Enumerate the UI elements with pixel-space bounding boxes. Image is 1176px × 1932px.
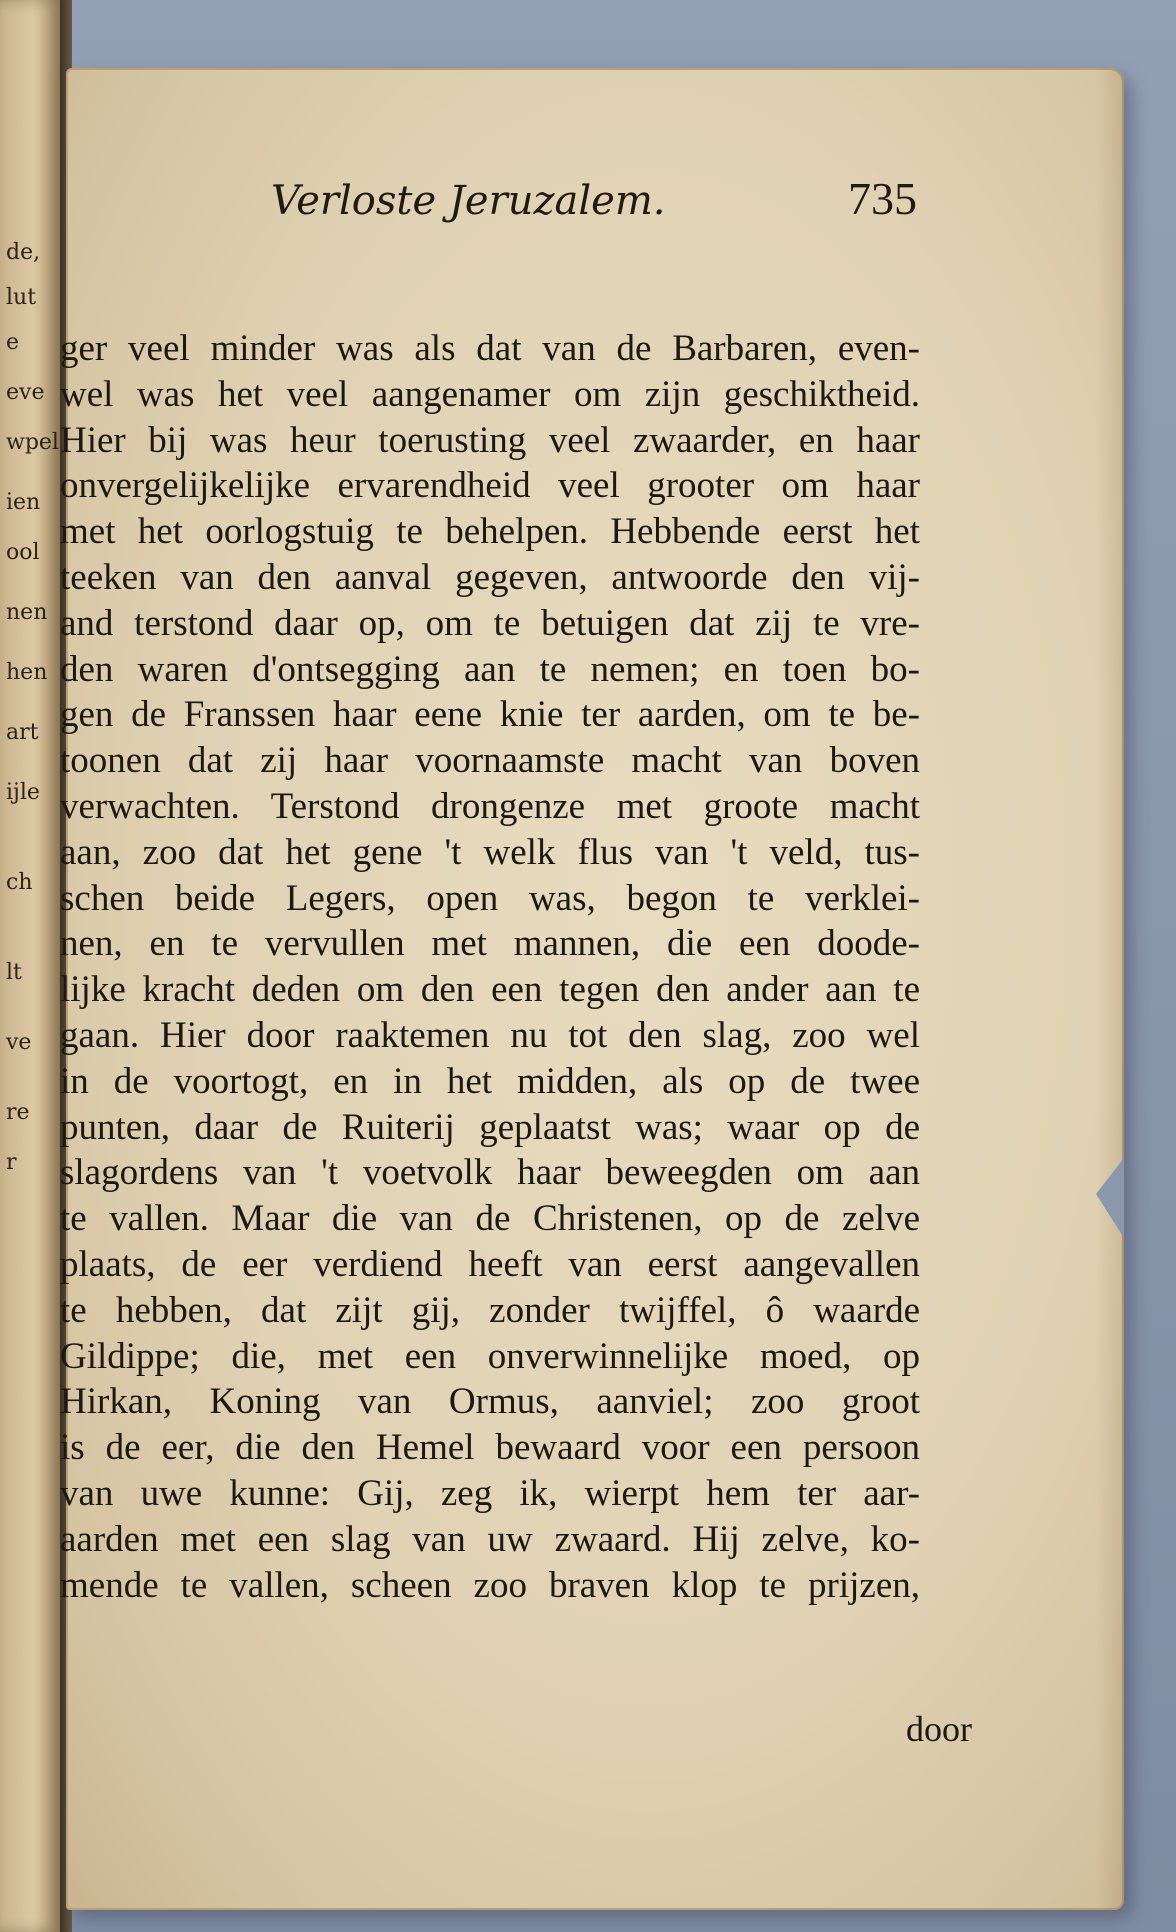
- text-line: gen de Franssen haar eene knie ter aarden, om te be-: [60, 694, 920, 736]
- left-fragment: re: [6, 1100, 30, 1125]
- text-line: gaan. Hier door raaktemen nu tot den slag, zoo wel: [60, 1014, 920, 1056]
- left-fragment: e: [6, 330, 20, 355]
- text-line: schen beide Legers, open was, begon te verklei-: [60, 877, 920, 919]
- text-line: in de voortogt, en in het midden, als op de twee: [60, 1060, 920, 1102]
- left-fragment: wpel: [6, 430, 59, 455]
- left-fragment: eve: [6, 380, 45, 405]
- left-fragment: lt: [6, 960, 22, 985]
- text-line: is de eer, die den Hemel bewaard voor een persoon: [60, 1427, 920, 1469]
- text-line: plaats, de eer verdiend heeft van eerst aangevallen: [60, 1243, 920, 1285]
- text-line: Gildippe; die, met een onverwinnelijke moed, op: [60, 1335, 920, 1377]
- text-line: and terstond daar op, om te betuigen dat zij te vre-: [60, 602, 920, 644]
- text-line: aan, zoo dat het gene 't welk flus van 't veld, tus-: [60, 831, 920, 873]
- running-title: Verloste Jeruzalem.: [271, 178, 666, 224]
- text-line: slagordens van 't voetvolk haar beweegden om aan: [60, 1152, 920, 1194]
- left-fragment: lut: [6, 285, 37, 310]
- left-fragment: r: [6, 1150, 17, 1175]
- text-line: toonen dat zij haar voornaamste macht van boven: [60, 740, 920, 782]
- text-line: onvergelijkelijke ervarendheid veel grooter om haar: [60, 465, 920, 507]
- left-fragment: ool: [6, 540, 40, 565]
- left-page-edge: [0, 0, 62, 1932]
- text-line: aarden met een slag van uw zwaard. Hij zelve, ko-: [60, 1518, 920, 1560]
- text-line: lijke kracht deden om den een tegen den ander aan te: [60, 969, 920, 1011]
- left-fragment: ch: [6, 870, 33, 895]
- left-fragment: ien: [6, 490, 41, 515]
- left-fragment: art: [6, 720, 39, 745]
- page-tear: [1084, 1158, 1124, 1238]
- left-fragment: ijle: [6, 780, 40, 805]
- text-line: te vallen. Maar die van de Christenen, op de zelve: [60, 1198, 920, 1240]
- left-fragment: ve: [6, 1030, 32, 1055]
- text-line: te hebben, dat zijt gij, zonder twijffel, ô waarde: [60, 1289, 920, 1331]
- left-fragment: de,: [6, 240, 41, 265]
- left-fragment: nen: [6, 600, 48, 625]
- text-line: verwachten. Terstond drongenze met groote macht: [60, 785, 920, 827]
- text-line: Hier bij was heur toerusting veel zwaarder, en haar: [60, 419, 920, 461]
- page-header: [66, 173, 1124, 238]
- left-fragment: hen: [6, 660, 48, 685]
- text-line: punten, daar de Ruiterij geplaatst was; waar op de: [60, 1106, 920, 1148]
- text-line: Hirkan, Koning van Ormus, aanviel; zoo groot: [60, 1381, 920, 1423]
- text-line: nen, en te vervullen met mannen, die een doode-: [60, 923, 920, 965]
- page-number: 735: [848, 173, 917, 224]
- text-line: wel was het veel aangenamer om zijn geschiktheid.: [60, 373, 920, 415]
- text-line: den waren d'ontsegging aan te nemen; en toen bo-: [60, 648, 920, 690]
- book-page: [60, 68, 1124, 1910]
- body-text: [60, 326, 1000, 1608]
- catchword: door: [906, 1709, 972, 1749]
- text-line: van uwe kunne: Gij, zeg ik, wierpt hem ter aar-: [60, 1472, 920, 1514]
- text-line: teeken van den aanval gegeven, antwoorde den vij-: [60, 556, 920, 598]
- text-line: met het oorlogstuig te behelpen. Hebbende eerst het: [60, 511, 920, 553]
- text-line: mende te vallen, scheen zoo braven klop te prijzen,: [60, 1564, 920, 1606]
- text-line: ger veel minder was als dat van de Barbaren, even-: [60, 328, 920, 369]
